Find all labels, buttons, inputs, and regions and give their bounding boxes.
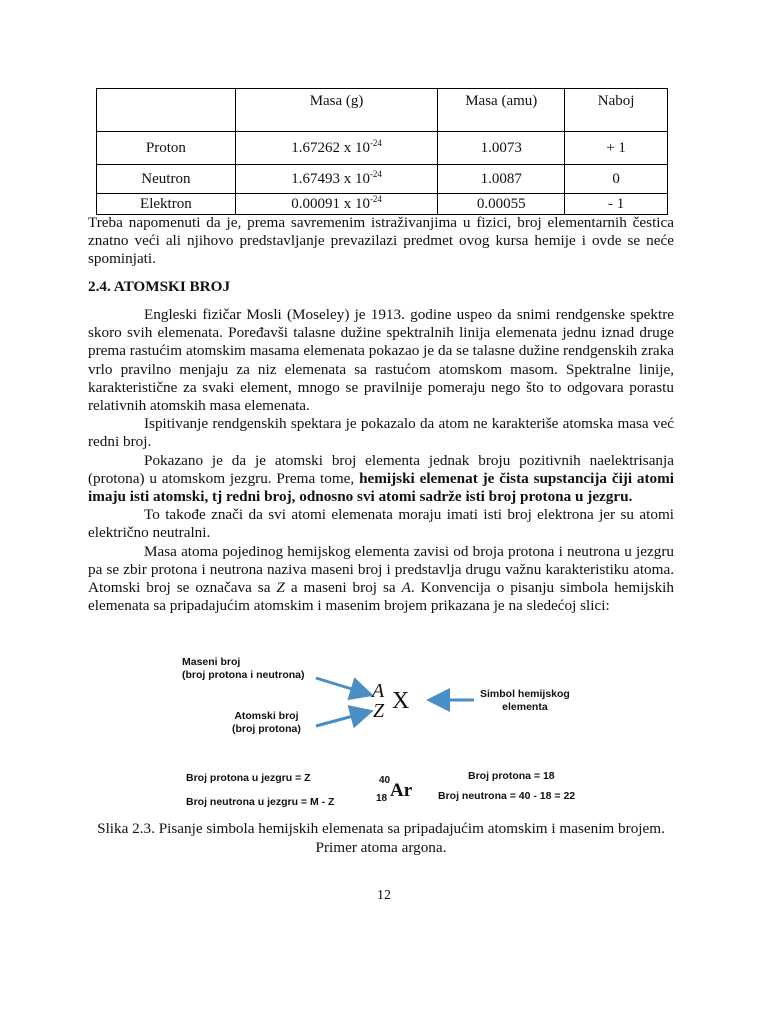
table-cell: 0.00055 bbox=[438, 194, 565, 215]
table-cell: Neutron bbox=[97, 165, 236, 194]
table-cell: - 1 bbox=[565, 194, 668, 215]
paragraph-text: Masa atoma pojedinog hemijskog elementa zavisi od broja protona i neutrona u jezgru pa se zbir protona i neutrona naziva maseni broj i predstavlja drugu važnu karakteristiku atoma. Atomski broj se označava sa bbox=[88, 542, 674, 597]
table-cell bbox=[235, 194, 438, 215]
label-line: (broj protona) bbox=[232, 723, 301, 735]
mass-base: 1.67262 x 10 bbox=[291, 139, 370, 156]
neutrons-equation: Broj neutrona u jezgru = M - Z bbox=[186, 796, 335, 808]
table-header bbox=[97, 89, 236, 132]
paragraph: Engleski fizičar Mosli (Moseley) je 1913. godine uspeo da snimi rendgenske spektre skoro svih elemenata. Poređavši talasne dužine spektralnih linija elemenata jednu iznad druge prema rastućim atomskim masama elemenata pokazao je da se talasne dužine rendgenskih zraka vrlo pravilno menjaju za niz elemenata sa rastućom atomskom masom. Spektralne linije, karakteristične za svaki element, mnogo se pravilnije pomeraju nego što to odgovara porastu relativnih atomskih masa elemenata. bbox=[88, 306, 674, 415]
paragraph-text: Pokazano je da je atomski broj elementa jednak broju pozitivnih naelektrisanja (protona) u atomskom jezgru. Prema tome, bbox=[88, 451, 674, 487]
argon-neutrons: Broj neutrona = 40 - 18 = 22 bbox=[438, 790, 576, 802]
table-row bbox=[97, 194, 668, 215]
table-cell: 1.0087 bbox=[438, 165, 565, 194]
table-header: Masa (amu) bbox=[438, 89, 565, 132]
paragraph-text: . Konvencija o pisanju simbola hemijskih elemenata sa pripadajućim atomskim i masenim brojem prikazana je na sledećoj slici: bbox=[88, 579, 674, 615]
paragraph bbox=[88, 543, 674, 616]
argon-protons: Broj protona = 18 bbox=[468, 770, 555, 782]
argon-symbol: Ar bbox=[390, 780, 413, 801]
table-row bbox=[97, 132, 668, 165]
mass-base: 1.67493 x 10 bbox=[291, 170, 370, 187]
mass-exponent: -24 bbox=[369, 168, 382, 179]
atomic-notation-figure bbox=[176, 650, 596, 810]
paragraph-intro bbox=[88, 214, 674, 269]
paragraph-text: a maseni broj sa bbox=[284, 579, 402, 597]
table-cell: Proton bbox=[97, 132, 236, 165]
table-cell bbox=[235, 132, 438, 165]
table-header: Naboj bbox=[565, 89, 668, 132]
protons-equation: Broj protona u jezgru = Z bbox=[186, 772, 311, 784]
table-header: Masa (g) bbox=[235, 89, 438, 132]
argon-atomic-number: 18 bbox=[376, 793, 388, 804]
symbol-a: A bbox=[401, 579, 411, 597]
paragraph: Treba napomenuti da je, prema savremenim istraživanjima u fizici, broj elementarnih čestica znatno veći ali njihovo predstavljanje prevazilazi predmet ovog kursa hemije i ovde se neće spominjati. bbox=[88, 214, 674, 268]
paragraph: Ispitivanje rendgenskih spektara je pokazalo da atom ne karakteriše atomska masa već redni broj. bbox=[88, 415, 674, 451]
label-line: elementa bbox=[502, 701, 548, 713]
mass-exponent: -24 bbox=[369, 193, 382, 204]
table-cell: 1.0073 bbox=[438, 132, 565, 165]
particle-table bbox=[96, 88, 668, 215]
table-cell: + 1 bbox=[565, 132, 668, 165]
table-cell bbox=[235, 165, 438, 194]
body-text bbox=[88, 306, 674, 615]
figure-caption: Slika 2.3. Pisanje simbola hemijskih elemenata sa pripadajućim atomskim i masenim brojem. Primer atoma argona. bbox=[97, 820, 665, 856]
label-line: Simbol hemijskog bbox=[480, 688, 570, 700]
definition-bold: hemijski elemenat je čista supstancija čiji atomi imaju isti atomski, tj redni broj, odnosno svi atomi sadrže isti broj protona u jezgru. bbox=[88, 469, 675, 506]
paragraph: To takođe znači da svi atomi elemenata moraju imati isti broj elektrona jer su atomi električno neutralni. bbox=[88, 506, 674, 542]
table-cell: 0 bbox=[565, 165, 668, 194]
label-line: Atomski broj bbox=[234, 710, 299, 722]
table-row bbox=[97, 165, 668, 194]
symbol-z: Z bbox=[276, 579, 285, 597]
page-number: 12 bbox=[377, 888, 391, 903]
symbol-a-superscript: A bbox=[372, 680, 385, 702]
label-line: Maseni broj bbox=[182, 656, 241, 668]
mass-exponent: -24 bbox=[369, 137, 382, 148]
label-line: (broj protona i neutrona) bbox=[182, 669, 305, 681]
table-header-row bbox=[97, 89, 668, 132]
mass-base: 0.00091 x 10 bbox=[291, 195, 370, 212]
symbol-x: X bbox=[392, 688, 410, 714]
paragraph bbox=[88, 452, 674, 507]
table-cell: Elektron bbox=[97, 194, 236, 215]
mass-arrow bbox=[316, 678, 368, 694]
symbol-z-subscript: Z bbox=[373, 700, 385, 722]
argon-mass-number: 40 bbox=[379, 775, 391, 786]
section-heading: 2.4. ATOMSKI BROJ bbox=[88, 278, 231, 295]
atomic-arrow bbox=[316, 712, 368, 726]
